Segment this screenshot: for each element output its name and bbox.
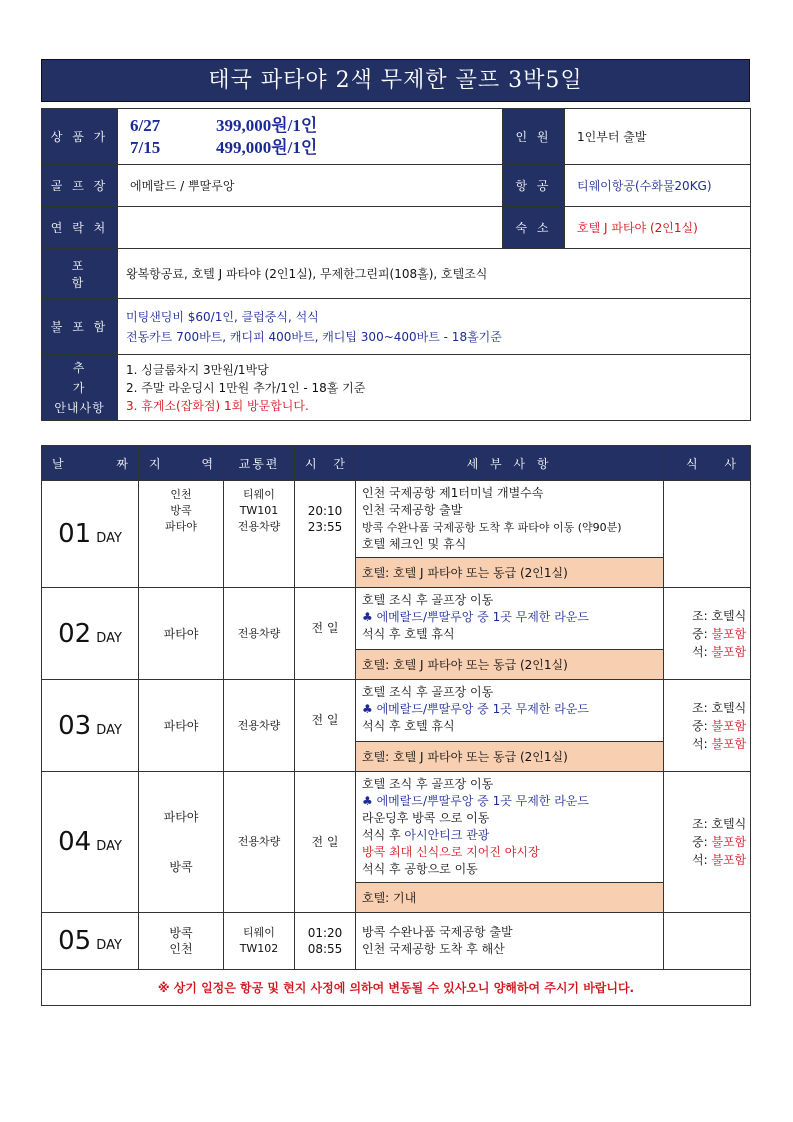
header-region: 역 bbox=[201, 456, 213, 471]
detail-line: 인천 국제공항 제1터미널 개별수속 bbox=[362, 486, 544, 500]
price-amount: 399,000원/1인 bbox=[216, 115, 318, 135]
time: 전 일 bbox=[295, 772, 356, 913]
detail-line: ♣ 에메랄드/뿌딸루앙 중 1곳 무제한 라운드 bbox=[362, 610, 589, 624]
price-date: 6/27 bbox=[130, 115, 161, 135]
schedule-notice: ※ 상기 일정은 항공 및 현지 사정에 의하여 변동될 수 있사오니 양해하여 주시기 바랍니다. bbox=[42, 970, 751, 1006]
header-time: 시 bbox=[305, 456, 317, 471]
detail-line: 석식 후 호텔 휴식 bbox=[362, 627, 455, 641]
time: 01:20 bbox=[307, 926, 343, 940]
detail-line: 호텔 조식 후 골프장 이동 bbox=[362, 777, 494, 791]
hotel-value: 호텔 J 파타야 (2인1실) bbox=[565, 207, 751, 249]
region: 파타야 bbox=[165, 520, 197, 533]
day-number: 01 bbox=[58, 519, 92, 549]
time: 전 일 bbox=[295, 588, 356, 680]
include-value: 왕복항공료, 호텔 J 파타야 (2인1실), 무제한그린피(108홀), 호텔조식 bbox=[118, 249, 751, 299]
contact-value bbox=[118, 207, 503, 249]
detail-line: 석식 후 공항으로 이동 bbox=[362, 862, 478, 876]
day-number: 04 bbox=[58, 827, 92, 857]
airline-value: 티웨이항공(수화물20KG) bbox=[565, 165, 751, 207]
meal-value: 불포함 bbox=[711, 718, 747, 733]
detail-line: 방콕 수완나품 국제공항 도착 후 파타야 이동 (약90분) bbox=[362, 521, 622, 534]
transport: 전용차량 bbox=[224, 680, 295, 772]
price-amount: 499,000원/1인 bbox=[216, 137, 318, 157]
transport: 전용차량 bbox=[224, 588, 295, 680]
contact-label: 연 락 처 bbox=[42, 207, 118, 249]
header-details: 세 부 사 항 bbox=[356, 446, 664, 481]
meal-value: 불포함 bbox=[711, 835, 747, 849]
golf-value: 에메랄드 / 뿌딸루앙 bbox=[118, 165, 503, 207]
hotel-line: 호텔: 기내 bbox=[356, 883, 664, 913]
meal-label: 중: bbox=[692, 835, 708, 849]
day-number: 02 bbox=[58, 618, 92, 649]
people-label: 인 원 bbox=[503, 109, 565, 165]
detail-line: 인천 국제공항 도착 후 해산 bbox=[362, 942, 505, 956]
hotel-line: 호텔: 호텔 J 파타야 또는 동급 (2인1실) bbox=[356, 650, 664, 680]
exclude-label: 불 포 함 bbox=[42, 299, 118, 355]
exclude-line: 미팅샌딩비 $60/1인, 클럽중식, 석식 bbox=[126, 309, 319, 324]
meal-label: 중: bbox=[692, 718, 708, 733]
extra-line: 2. 주말 라운딩시 1만원 추가/1인 - 18홀 기준 bbox=[126, 380, 366, 395]
price-row bbox=[130, 137, 502, 159]
price-date: 7/15 bbox=[130, 137, 161, 157]
hotel-line: 호텔: 호텔 J 파타야 또는 동급 (2인1실) bbox=[356, 558, 664, 588]
golf-label: 골 프 장 bbox=[42, 165, 118, 207]
meal-cell bbox=[664, 913, 751, 970]
meal-label: 조: bbox=[692, 608, 708, 623]
header-date: 날 bbox=[52, 456, 64, 471]
meal-value: 호텔식 bbox=[711, 608, 747, 623]
meal-value: 불포함 bbox=[711, 853, 747, 867]
time: 전 일 bbox=[295, 680, 356, 772]
detail-line: 호텔 체크인 및 휴식 bbox=[362, 537, 467, 551]
day-number: 03 bbox=[58, 710, 92, 741]
header-meal: 식 bbox=[686, 456, 698, 471]
day-row bbox=[42, 680, 751, 742]
header-time: 간 bbox=[333, 456, 345, 471]
region: 방콕 bbox=[170, 504, 192, 517]
include-label: 포 함 bbox=[42, 249, 118, 299]
schedule-header bbox=[42, 446, 751, 481]
detail-text: 석식 후 bbox=[362, 828, 405, 842]
transport: TW101 bbox=[239, 504, 279, 517]
meal-cell bbox=[664, 772, 751, 913]
extra-label: 안내사항 bbox=[54, 400, 105, 415]
page-title: 태국 파타야 2색 무제한 골프 3박5일 bbox=[41, 59, 750, 102]
transport: 티웨이 bbox=[243, 488, 275, 501]
detail-line: 방콕 수완나품 국제공항 출발 bbox=[362, 925, 513, 939]
meal-cell bbox=[664, 680, 751, 772]
detail-line: ♣ 에메랄드/뿌딸루앙 중 1곳 무제한 라운드 bbox=[362, 702, 589, 716]
day-row bbox=[42, 913, 751, 970]
region: 인천 bbox=[169, 942, 193, 956]
meal-value: 불포함 bbox=[711, 736, 747, 751]
detail-line: 방콕 최대 신식으로 지어진 야시장 bbox=[362, 845, 540, 859]
header-transport: 교통편 bbox=[224, 446, 295, 481]
transport: 티웨이 bbox=[243, 926, 275, 939]
schedule-table bbox=[41, 445, 751, 1006]
day-row bbox=[42, 772, 751, 883]
detail-line: 호텔 조식 후 골프장 이동 bbox=[362, 593, 494, 607]
region: 인천 bbox=[170, 488, 192, 501]
exclude-line: 전동카트 700바트, 캐디피 400바트, 캐디팁 300~400바트 - 18홀기준 bbox=[126, 329, 502, 344]
extra-label: 추 가 bbox=[72, 360, 99, 395]
header-meal: 사 bbox=[724, 456, 736, 471]
meal-label: 석: bbox=[692, 644, 708, 659]
transport: TW102 bbox=[239, 942, 279, 955]
time: 20:10 bbox=[307, 504, 343, 518]
detail-line: 인천 국제공항 출발 bbox=[362, 503, 463, 517]
meal-value: 호텔식 bbox=[711, 700, 747, 715]
hotel-line: 호텔: 호텔 J 파타야 또는 동급 (2인1실) bbox=[356, 742, 664, 772]
day-number: 05 bbox=[58, 926, 92, 956]
day-label: DAY bbox=[96, 839, 122, 854]
people-value: 1인부터 출발 bbox=[565, 109, 751, 165]
day-label: DAY bbox=[96, 938, 122, 953]
product-info-table bbox=[41, 108, 751, 421]
airline-label: 항 공 bbox=[503, 165, 565, 207]
meal-label: 중: bbox=[692, 626, 708, 641]
detail-line bbox=[362, 827, 657, 844]
extra-line: 3. 휴게소(잡화점) 1회 방문합니다. bbox=[126, 398, 309, 413]
price-label: 상 품 가 bbox=[42, 109, 118, 165]
meal-value: 불포함 bbox=[711, 626, 747, 641]
meal-value: 호텔식 bbox=[711, 817, 747, 831]
meal-label: 석: bbox=[692, 853, 708, 867]
meal-value: 불포함 bbox=[711, 644, 747, 659]
meal-label: 조: bbox=[692, 817, 708, 831]
detail-highlight: 아시안티크 관광 bbox=[404, 828, 490, 842]
day-label: DAY bbox=[96, 722, 122, 738]
day-row bbox=[42, 481, 751, 558]
price-row bbox=[130, 115, 502, 137]
meal-label: 조: bbox=[692, 700, 708, 715]
header-region: 지 bbox=[149, 456, 161, 471]
meal-label: 석: bbox=[692, 736, 708, 751]
transport: 전용차량 bbox=[237, 520, 281, 533]
transport: 전용차량 bbox=[224, 772, 295, 913]
detail-line: 라운딩후 방콕 으로 이동 bbox=[362, 811, 490, 825]
time: 08:55 bbox=[307, 942, 343, 956]
region: 방콕 bbox=[169, 926, 193, 940]
time: 23:55 bbox=[307, 520, 343, 534]
day-row bbox=[42, 588, 751, 650]
meal-cell bbox=[664, 481, 751, 588]
region: 파타야 bbox=[163, 810, 199, 824]
detail-line: 석식 후 호텔 휴식 bbox=[362, 719, 455, 733]
region: 방콕 bbox=[169, 860, 193, 874]
region: 파타야 bbox=[139, 680, 224, 772]
day-label: DAY bbox=[96, 531, 122, 546]
header-date: 짜 bbox=[116, 456, 128, 471]
detail-line: 호텔 조식 후 골프장 이동 bbox=[362, 685, 494, 699]
meal-cell bbox=[664, 588, 751, 680]
region: 파타야 bbox=[139, 588, 224, 680]
hotel-label: 숙 소 bbox=[503, 207, 565, 249]
detail-line: ♣ 에메랄드/뿌딸루앙 중 1곳 무제한 라운드 bbox=[362, 794, 589, 808]
extra-line: 1. 싱글룸차지 3만원/1박당 bbox=[126, 362, 269, 377]
day-label: DAY bbox=[96, 630, 122, 646]
